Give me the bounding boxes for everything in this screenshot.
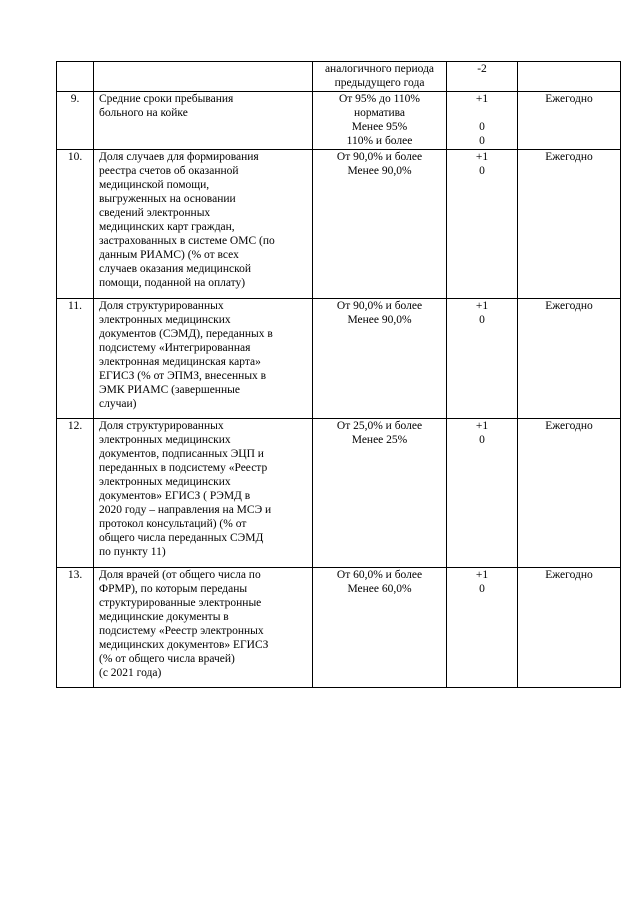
criterion-values xyxy=(313,299,447,419)
criterion-name-line: Средние сроки пребывания xyxy=(99,93,234,105)
row-number xyxy=(57,419,94,568)
criterion-name xyxy=(94,299,313,419)
criterion-period-text: Ежегодно xyxy=(545,569,593,581)
criterion-value-line: Менее 90,0% xyxy=(347,314,412,326)
criterion-value-line: норматива xyxy=(353,107,406,119)
criterion-value-line: От 25,0% и более xyxy=(336,420,423,432)
row-number-text: 10. xyxy=(67,151,83,163)
criterion-name-line: по пункту 11) xyxy=(99,546,166,558)
criterion-name xyxy=(94,568,313,688)
criterion-name-line: переданных в подсистему «Реестр xyxy=(99,462,268,474)
criterion-name-line: электронных медицинских xyxy=(99,476,231,488)
criterion-points xyxy=(447,150,518,299)
criterion-name-line: Доля структурированных xyxy=(99,300,224,312)
criterion-value-line: Менее 90,0% xyxy=(347,165,412,177)
criterion-points xyxy=(447,92,518,150)
criterion-points-line: 0 xyxy=(479,135,485,147)
criterion-value-line: От 90,0% и более xyxy=(336,151,423,163)
criterion-points-line: +1 xyxy=(475,420,489,432)
row-number xyxy=(57,299,94,419)
criterion-name-line: медицинские документы в xyxy=(99,611,229,623)
criterion-name-line: случаев оказания медицинской xyxy=(99,263,251,275)
criterion-name-line: документов (СЭМД), переданных в xyxy=(99,328,273,340)
criterion-name xyxy=(94,150,313,299)
criteria-table xyxy=(56,61,621,688)
criterion-points-line: 0 xyxy=(479,434,485,446)
criterion-period xyxy=(518,150,621,299)
criterion-name-line: выгруженных на основании xyxy=(99,193,236,205)
table-row xyxy=(57,299,621,419)
criterion-name-line: данным РИАМС) (% от всех xyxy=(99,249,239,261)
criterion-name-line: 2020 году – направления на МСЭ и xyxy=(99,504,272,516)
criterion-name-line: случаи) xyxy=(99,398,137,410)
criterion-points-line: 0 xyxy=(479,165,485,177)
criterion-name-line: документов» ЕГИСЗ ( РЭМД в xyxy=(99,490,251,502)
criterion-name xyxy=(94,419,313,568)
criterion-points-line: +1 xyxy=(475,569,489,581)
row-number xyxy=(57,150,94,299)
criterion-name-line: электронных медицинских xyxy=(99,314,231,326)
criterion-value-line: Менее 25% xyxy=(351,434,408,446)
criterion-period xyxy=(518,419,621,568)
criterion-points xyxy=(447,299,518,419)
criterion-points-line: +1 xyxy=(475,300,489,312)
criterion-name-line: электронная медицинская карта» xyxy=(99,356,261,368)
row-number-text: 9. xyxy=(70,93,80,105)
criterion-period xyxy=(518,92,621,150)
criterion-name-line: больного на койке xyxy=(99,107,188,119)
criterion-name-line: медицинских карт граждан, xyxy=(99,221,235,233)
criterion-value-line: Менее 95% xyxy=(351,121,408,133)
criterion-value-line: От 60,0% и более xyxy=(336,569,423,581)
criterion-name-line: Доля врачей (от общего числа по xyxy=(99,569,261,581)
row-number-text: 11. xyxy=(68,300,82,312)
criterion-period-text: Ежегодно xyxy=(545,151,593,163)
criteria-table-body xyxy=(57,62,621,688)
criterion-name-line: структурированные электронные xyxy=(99,597,262,609)
criterion-points-line: +1 xyxy=(475,151,489,163)
criterion-name-line: застрахованных в системе ОМС (по xyxy=(99,235,275,247)
criterion-points xyxy=(447,419,518,568)
criterion-name-line: сведений электронных xyxy=(99,207,211,219)
criterion-points-line: 0 xyxy=(479,121,485,133)
row-number xyxy=(57,62,94,92)
criterion-period-text: Ежегодно xyxy=(545,93,593,105)
criterion-period xyxy=(518,568,621,688)
criterion-points xyxy=(447,568,518,688)
criterion-value-line: аналогичного периода xyxy=(324,63,435,75)
criterion-name-line: реестра счетов об оказанной xyxy=(99,165,239,177)
criterion-values xyxy=(313,92,447,150)
criterion-name-line: протокол консультаций) (% от xyxy=(99,518,247,530)
criterion-name-line: электронных медицинских xyxy=(99,434,231,446)
criterion-values xyxy=(313,62,447,92)
criterion-points-line xyxy=(447,106,517,120)
criterion-points-line: -2 xyxy=(477,63,487,75)
criterion-name-line: подсистему «Интегрированная xyxy=(99,342,251,354)
criterion-name-line: ЭМК РИАМС (завершенные xyxy=(99,384,240,396)
row-number xyxy=(57,92,94,150)
criterion-value-line: 110% и более xyxy=(346,135,413,147)
criterion-name-line: медицинских документов» ЕГИСЗ xyxy=(99,639,269,651)
criterion-period-text: Ежегодно xyxy=(545,420,593,432)
criterion-name-line: Доля случаев для формирования xyxy=(99,151,259,163)
criterion-name-line: ЕГИСЗ (% от ЭПМЗ, внесенных в xyxy=(99,370,267,382)
criterion-points-line: 0 xyxy=(479,583,485,595)
criterion-points-line: +1 xyxy=(475,93,489,105)
criterion-period xyxy=(518,299,621,419)
table-row xyxy=(57,92,621,150)
criterion-name-line: общего числа переданных СЭМД xyxy=(99,532,264,544)
criterion-points xyxy=(447,62,518,92)
criterion-name-line: медицинской помощи, xyxy=(99,179,210,191)
criterion-name-line: подсистему «Реестр электронных xyxy=(99,625,264,637)
table-row xyxy=(57,150,621,299)
criterion-period xyxy=(518,62,621,92)
criterion-value-line: предыдущего года xyxy=(334,77,425,89)
criterion-name-line: Доля структурированных xyxy=(99,420,224,432)
criterion-values xyxy=(313,568,447,688)
criterion-values xyxy=(313,150,447,299)
criterion-value-line: От 95% до 110% xyxy=(338,93,421,105)
criterion-name-line: помощи, поданной на оплату) xyxy=(99,277,246,289)
criterion-points-line: 0 xyxy=(479,314,485,326)
table-row xyxy=(57,419,621,568)
table-row xyxy=(57,62,621,92)
criterion-name-line: ФРМР), по которым переданы xyxy=(99,583,248,595)
criterion-name xyxy=(94,92,313,150)
criterion-name-line: (с 2021 года) xyxy=(99,667,162,679)
criterion-value-line: Менее 60,0% xyxy=(347,583,412,595)
row-number xyxy=(57,568,94,688)
row-number-text: 13. xyxy=(67,569,83,581)
row-number-text: 12. xyxy=(67,420,83,432)
criterion-name xyxy=(94,62,313,92)
table-row xyxy=(57,568,621,688)
criterion-name-line: документов, подписанных ЭЦП и xyxy=(99,448,264,460)
criterion-period-text: Ежегодно xyxy=(545,300,593,312)
criterion-name-line: (% от общего числа врачей) xyxy=(99,653,235,665)
criterion-values xyxy=(313,419,447,568)
criterion-value-line: От 90,0% и более xyxy=(336,300,423,312)
